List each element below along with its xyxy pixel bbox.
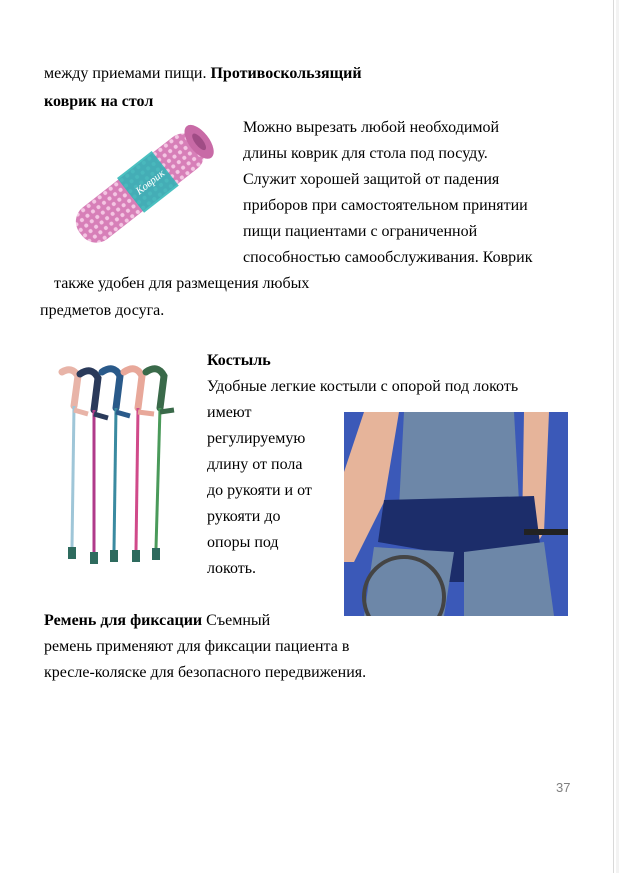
belt-description-line: кресле-коляске для безопасного передвижения. <box>44 664 367 681</box>
belt-description-line: ремень применяют для фиксации пациента в <box>44 638 350 655</box>
crutch-description-line: опоры под <box>207 534 279 551</box>
intro-line <box>44 64 362 84</box>
svg-text:Коврик: Коврик <box>133 167 168 198</box>
mat-description-line: Можно вырезать любой необходимой <box>243 119 500 136</box>
crutch-description-line: локоть. <box>207 560 257 577</box>
belt-line-1 <box>44 611 270 631</box>
crutch-description-line: длину от пола <box>207 456 303 473</box>
crutches-image <box>42 362 200 567</box>
mat-heading-part1: Противоскользящий <box>210 65 362 82</box>
belt-description-text: Съемный <box>202 612 271 629</box>
crutch-description-line: регулируемую <box>207 430 306 447</box>
mat-description-line: приборов при самостоятельном принятии <box>243 197 528 214</box>
crutch-description-line: до рукояти и от <box>207 482 312 499</box>
page-edge <box>613 0 614 873</box>
mat-description-line: также удобен для размещения любых <box>54 275 310 292</box>
mat-description-line: длины коврик для стола под посуду. <box>243 145 488 162</box>
intro-text: между приемами пищи. <box>44 65 211 82</box>
mat-description-line: пищи пациентами с ограниченной <box>243 223 478 240</box>
anti-slip-mat-image <box>50 118 230 258</box>
mat-description-line: Служит хорошей защитой от падения <box>243 171 500 188</box>
mat-description-line: предметов досуга. <box>40 302 165 319</box>
mat-description-line: способностью самообслуживания. Коврик <box>243 249 533 266</box>
page-number: 37 <box>556 780 571 795</box>
belt-heading: Ремень для фиксации <box>44 612 203 629</box>
wheelchair-belt-photo <box>344 412 568 616</box>
crutch-description-line: имеют <box>207 404 252 421</box>
crutch-description-line: Удобные легкие костыли с опорой под локоть <box>207 378 519 395</box>
mat-heading-part2: коврик на стол <box>44 93 154 110</box>
crutch-description-line: рукояти до <box>207 508 281 525</box>
crutch-heading: Костыль <box>207 352 271 369</box>
